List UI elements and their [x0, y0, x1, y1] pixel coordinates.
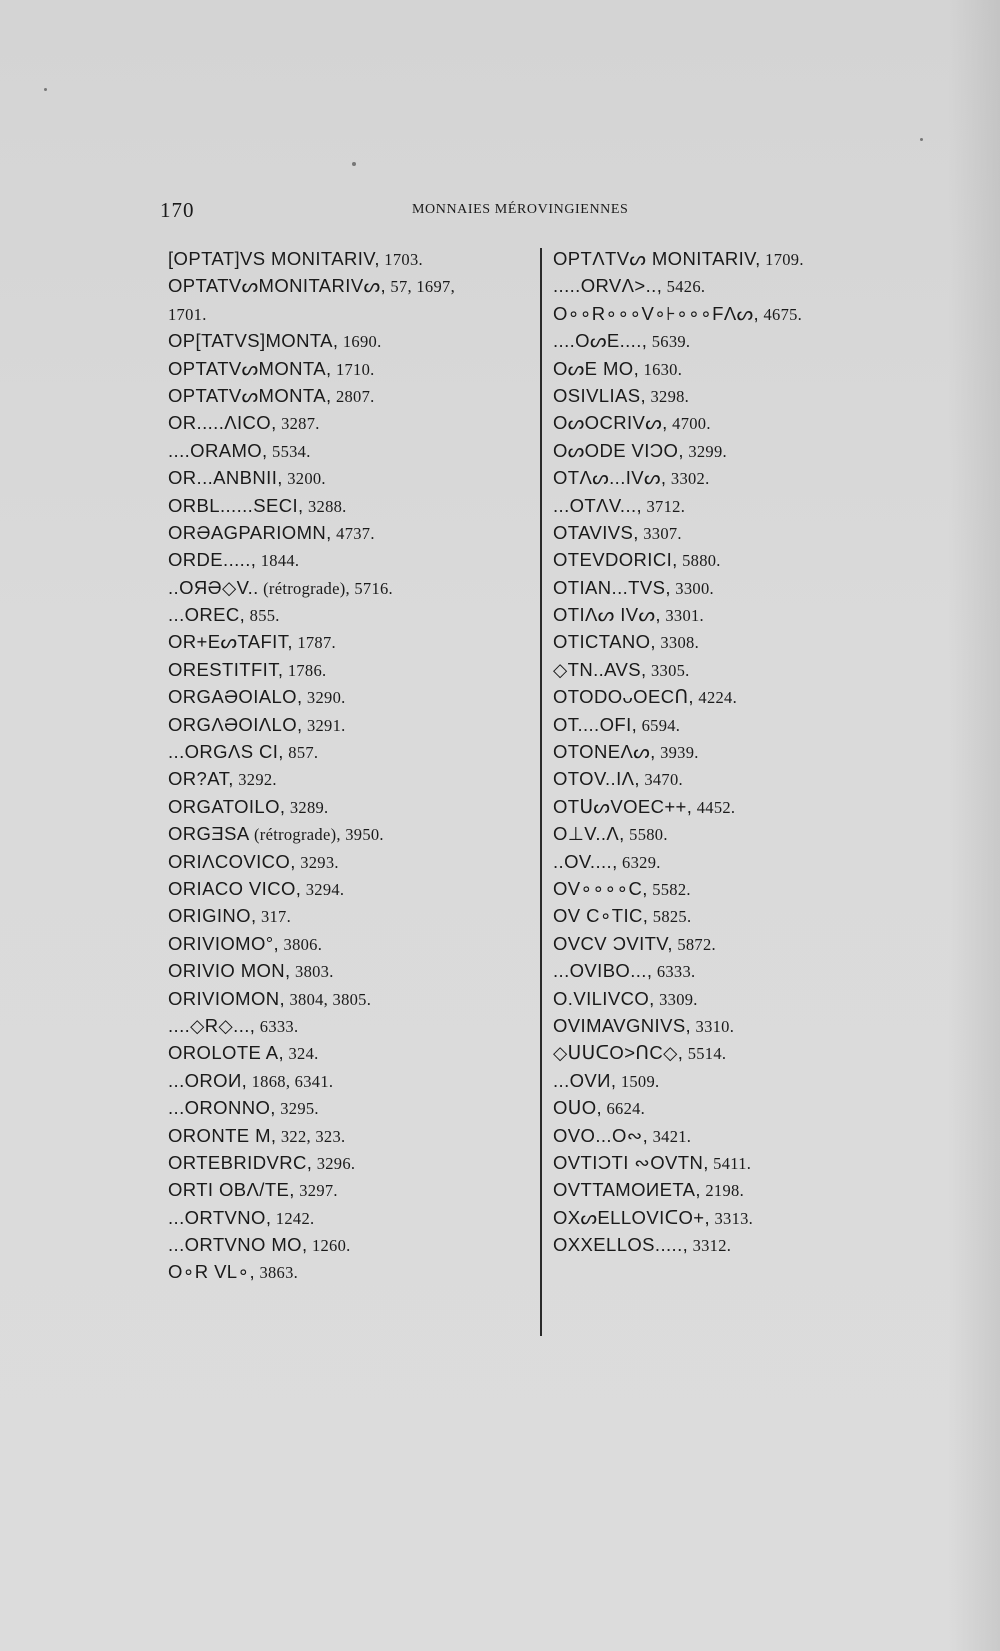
coin-reference-numbers: 322, 323.	[276, 1126, 346, 1146]
index-entry	[168, 355, 533, 382]
index-entry	[168, 1176, 533, 1203]
coin-reference-numbers: 3309.	[654, 989, 698, 1009]
coin-reference-numbers: 3289.	[285, 797, 329, 817]
index-entry	[168, 957, 533, 984]
column-divider	[540, 248, 542, 1336]
index-entry	[168, 464, 533, 491]
coin-legend: OVO...O∾,	[553, 1124, 649, 1146]
index-entry	[168, 985, 533, 1012]
coin-legend: OTAVIVS,	[553, 521, 639, 543]
coin-legend: ....OᔕE....,	[553, 330, 648, 352]
index-entry	[553, 875, 883, 902]
index-entry	[168, 1039, 533, 1066]
coin-reference-numbers: 1710.	[331, 359, 375, 379]
coin-legend: ORTEBRIDVRC,	[168, 1151, 313, 1173]
coin-legend: OTᑌᔕVOEC++,	[553, 795, 693, 817]
coin-reference-numbers: 3293.	[295, 852, 339, 872]
coin-legend: OR?AT,	[168, 768, 234, 790]
coin-legend: OPTATVᔕMONTA,	[168, 357, 332, 379]
coin-legend: O.VILIVCO,	[553, 987, 655, 1009]
index-entry	[168, 1149, 533, 1176]
index-entry	[168, 738, 533, 765]
coin-reference-numbers: 2198.	[700, 1181, 745, 1201]
coin-legend: OTODOᴗOECᑎ,	[553, 686, 694, 708]
coin-reference-numbers: 4452.	[692, 797, 736, 817]
coin-legend: ....ORAMO,	[168, 439, 268, 461]
coin-reference-numbers: 3294.	[301, 879, 345, 899]
coin-legend: ORIGINO,	[168, 905, 257, 927]
index-entry	[553, 300, 883, 327]
coin-legend: ..OV....,	[553, 850, 618, 872]
coin-legend: ORIVIO MON,	[168, 960, 291, 982]
index-entry	[553, 492, 883, 519]
index-entry	[553, 601, 883, 628]
right-column	[553, 245, 883, 1258]
index-entry	[553, 409, 883, 436]
coin-legend: ORIΛCOVICO,	[168, 850, 296, 872]
coin-legend: OV∘∘∘∘C,	[553, 877, 648, 899]
index-entry	[553, 656, 883, 683]
coin-reference-numbers: 1709.	[760, 250, 804, 269]
coin-legend: ORONTE M,	[168, 1124, 277, 1146]
coin-reference-numbers: 3287.	[276, 414, 320, 434]
coin-reference-numbers: 317.	[256, 907, 292, 927]
coin-reference-numbers: 1787.	[292, 633, 336, 653]
coin-legend: ...OROИ,	[168, 1069, 248, 1091]
coin-legend: OTIΛᔕ IVᔕ,	[553, 604, 661, 626]
index-entry	[168, 300, 533, 327]
coin-legend: O∘R VL∘,	[168, 1261, 256, 1283]
coin-legend: OTEVDORICI,	[553, 549, 678, 571]
left-column	[168, 245, 533, 1286]
index-entry	[553, 1094, 883, 1121]
index-entry	[168, 765, 533, 792]
coin-legend: OT....OFI,	[553, 713, 638, 735]
coin-legend: OTICTANO,	[553, 631, 656, 653]
coin-legend: OTIAN...TVS,	[553, 576, 671, 598]
coin-legend: ORGƎSA	[168, 823, 250, 845]
coin-reference-numbers: 1630.	[639, 359, 683, 379]
coin-legend: ....◇R◇...,	[168, 1014, 256, 1036]
coin-reference-numbers: 5825.	[648, 907, 692, 927]
coin-legend: ...ORTVNO MO,	[168, 1234, 308, 1256]
coin-legend: ...ORONNO,	[168, 1097, 276, 1119]
coin-reference-numbers: (rétrograde), 5716.	[258, 578, 393, 598]
coin-legend: ...ORGΛS CI,	[168, 741, 284, 763]
coin-reference-numbers: 5580.	[624, 825, 668, 845]
index-entry	[168, 820, 533, 847]
coin-reference-numbers: 857.	[283, 743, 319, 763]
index-entry	[553, 711, 883, 738]
index-entry	[553, 272, 883, 299]
coin-reference-numbers: 3200.	[282, 469, 326, 489]
coin-reference-numbers: 1786.	[283, 660, 327, 680]
index-entry	[168, 711, 533, 738]
coin-legend: ORƏAGPARIOMN,	[168, 521, 332, 543]
index-entry	[168, 1258, 533, 1285]
coin-reference-numbers: 3712.	[642, 496, 686, 516]
index-entry	[553, 519, 883, 546]
coin-reference-numbers: 3939.	[655, 743, 699, 763]
index-entry	[553, 820, 883, 847]
index-entry	[553, 1067, 883, 1094]
index-entry	[168, 601, 533, 628]
coin-legend: O⊥V..Λ,	[553, 823, 625, 845]
index-entry	[553, 765, 883, 792]
coin-reference-numbers: 3305.	[646, 660, 690, 680]
index-entry	[553, 382, 883, 409]
index-entry	[553, 738, 883, 765]
coin-reference-numbers: 6333.	[652, 962, 696, 982]
coin-reference-numbers: 3803.	[290, 962, 334, 982]
index-entry	[168, 382, 533, 409]
coin-reference-numbers: 3863.	[255, 1263, 299, 1283]
page-shadow	[948, 0, 1000, 1651]
coin-reference-numbers: 3292.	[233, 770, 277, 790]
coin-reference-numbers: 1844.	[256, 551, 300, 571]
ink-speck	[352, 162, 356, 166]
coin-legend: ...OVИ,	[553, 1069, 617, 1091]
coin-reference-numbers: 6333.	[255, 1016, 299, 1036]
index-entry	[553, 327, 883, 354]
coin-legend: OTΛᔕ...IVᔕ,	[553, 467, 667, 489]
coin-legend: ..OЯƏ◇V..	[168, 576, 259, 598]
coin-reference-numbers: 3307.	[638, 523, 682, 543]
index-entry	[553, 1149, 883, 1176]
index-entry	[553, 1122, 883, 1149]
index-entry	[553, 902, 883, 929]
index-entry	[168, 1012, 533, 1039]
index-entry	[168, 272, 533, 299]
coin-reference-numbers: 4675.	[759, 304, 803, 324]
ink-speck	[920, 138, 923, 141]
coin-reference-numbers: 3298.	[646, 386, 690, 406]
coin-reference-numbers: 3296.	[312, 1153, 356, 1173]
coin-reference-numbers: 4700.	[667, 414, 711, 434]
coin-legend: OV C∘TIC,	[553, 905, 649, 927]
coin-reference-numbers: 3300.	[670, 578, 714, 598]
index-entry	[553, 848, 883, 875]
index-entry	[168, 683, 533, 710]
index-entry	[168, 1094, 533, 1121]
index-entry	[553, 793, 883, 820]
index-entry	[168, 628, 533, 655]
coin-legend: OR.....ΛICO,	[168, 412, 277, 434]
index-entry	[168, 656, 533, 683]
coin-reference-numbers: 1242.	[271, 1208, 315, 1228]
coin-reference-numbers: 1260.	[307, 1236, 351, 1256]
ink-speck	[44, 88, 47, 91]
index-entry	[553, 957, 883, 984]
index-entry	[553, 1231, 883, 1258]
coin-reference-numbers: 3295.	[275, 1099, 319, 1119]
coin-reference-numbers: 4737.	[331, 523, 375, 543]
coin-reference-numbers: 3291.	[302, 715, 346, 735]
coin-reference-numbers: 2807.	[331, 386, 375, 406]
coin-reference-numbers: 5514.	[683, 1044, 727, 1064]
coin-legend: ORGΛƏOIΛLO,	[168, 713, 303, 735]
coin-legend: ORBL......SECI,	[168, 494, 304, 516]
coin-legend: OPTATVᔕMONITARIVᔕ,	[168, 275, 386, 297]
index-entry	[553, 985, 883, 1012]
index-entry	[168, 1231, 533, 1258]
coin-legend: OXᔕELLOVIᑕO+,	[553, 1206, 711, 1228]
index-entry	[168, 492, 533, 519]
coin-legend: OR+EᔕTAFIT,	[168, 631, 293, 653]
coin-legend: ORDE.....,	[168, 549, 257, 571]
coin-reference-numbers: 855.	[245, 606, 280, 626]
index-entry	[168, 848, 533, 875]
index-entry	[168, 902, 533, 929]
coin-reference-numbers: 5639.	[647, 332, 691, 352]
index-entry	[168, 793, 533, 820]
coin-legend: OVCV ƆVITV,	[553, 932, 673, 954]
coin-reference-numbers: 3806.	[279, 934, 323, 954]
coin-reference-numbers: (rétrograde), 3950.	[249, 825, 384, 845]
coin-legend: ◇ᑌᑌᑕO>ᑎC◇,	[553, 1042, 684, 1064]
coin-legend: [OPTAT]VS MONITARIV,	[168, 248, 380, 269]
index-entry	[168, 1122, 533, 1149]
index-entry	[553, 1012, 883, 1039]
coin-legend: OᔕE MO,	[553, 357, 640, 379]
index-entry	[168, 875, 533, 902]
index-entry	[553, 546, 883, 573]
coin-reference-numbers: 5880.	[677, 551, 721, 571]
coin-reference-numbers: 3312.	[688, 1236, 732, 1256]
coin-legend: ORIACO VICO,	[168, 877, 302, 899]
coin-reference-numbers: 3290.	[302, 688, 346, 708]
coin-legend: OᔕOCRIVᔕ,	[553, 412, 668, 434]
coin-legend: ORTI OBΛ/TE,	[168, 1179, 295, 1201]
index-entry	[168, 930, 533, 957]
coin-legend: ORESTITFIT,	[168, 658, 284, 680]
coin-legend: OVIMAVGNIVS,	[553, 1014, 692, 1036]
index-entry	[168, 546, 533, 573]
coin-reference-numbers: 1703.	[379, 250, 423, 269]
index-entry	[553, 1176, 883, 1203]
coin-legend: .....ORVΛ>..,	[553, 275, 663, 297]
index-entry	[553, 437, 883, 464]
coin-reference-numbers: 3804, 3805.	[285, 989, 372, 1009]
coin-reference-numbers: 324.	[284, 1044, 319, 1064]
coin-legend: OVTIƆTI ∾OVTN,	[553, 1151, 709, 1173]
coin-legend: OXXELLOS.....,	[553, 1234, 689, 1256]
index-entry	[553, 574, 883, 601]
coin-legend: ...ORTVNO,	[168, 1206, 272, 1228]
index-entry	[553, 245, 883, 272]
coin-legend: OPTΛTVᔕ MONITARIV,	[553, 248, 761, 269]
index-entry	[168, 437, 533, 464]
coin-legend: OᔕODE VIƆO,	[553, 439, 684, 461]
coin-reference-numbers: 5411.	[708, 1153, 752, 1173]
coin-reference-numbers: 3310.	[691, 1016, 735, 1036]
coin-legend: ORIVIOMO°,	[168, 932, 280, 954]
index-entry	[553, 464, 883, 491]
coin-legend: ...OREC,	[168, 604, 246, 626]
coin-legend: OᑌO,	[553, 1097, 603, 1119]
coin-reference-numbers: 3288.	[303, 496, 347, 516]
index-entry	[553, 683, 883, 710]
coin-reference-numbers: 3297.	[294, 1181, 338, 1201]
coin-legend: OSIVLIAS,	[553, 384, 647, 406]
coin-reference-numbers: 5426.	[662, 277, 706, 297]
coin-reference-numbers: 3299.	[683, 441, 727, 461]
coin-reference-numbers: 5534.	[267, 441, 311, 461]
coin-legend: OTONEΛᔕ,	[553, 741, 656, 763]
coin-legend: ◇TN..AVS,	[553, 658, 647, 680]
coin-legend: ORGAƏOIALO,	[168, 686, 303, 708]
coin-legend: OTOV..IΛ,	[553, 768, 640, 790]
coin-legend: ...OVIBO...,	[553, 960, 653, 982]
coin-reference-numbers: 1509.	[616, 1071, 660, 1091]
index-entry	[553, 930, 883, 957]
index-entry	[168, 1204, 533, 1231]
coin-reference-numbers: 1868, 6341.	[247, 1071, 334, 1091]
index-entry	[168, 409, 533, 436]
coin-legend: ...OTΛV...,	[553, 494, 643, 516]
page-header	[160, 198, 840, 228]
coin-legend: OROLOTE A,	[168, 1042, 285, 1064]
coin-legend: O∘∘R∘∘∘V∘⊦∘∘∘FΛᔕ,	[553, 302, 760, 324]
coin-legend: ORGATOILO,	[168, 795, 286, 817]
coin-reference-numbers: 3470.	[639, 770, 683, 790]
index-entry	[553, 628, 883, 655]
index-entry	[553, 1039, 883, 1066]
coin-reference-numbers: 3301.	[660, 606, 704, 626]
coin-legend: OVTTAMOИETA,	[553, 1179, 701, 1201]
coin-reference-numbers: 57, 1697,	[386, 277, 455, 297]
coin-reference-numbers: 3302.	[666, 469, 710, 489]
coin-reference-numbers: 1701.	[168, 304, 207, 324]
index-entry	[168, 519, 533, 546]
index-entry	[168, 245, 533, 272]
coin-reference-numbers: 3308.	[655, 633, 700, 653]
index-entry	[553, 1204, 883, 1231]
coin-legend: ORIVIOMON,	[168, 987, 286, 1009]
running-title: MONNAIES MÉROVINGIENNES	[412, 202, 629, 217]
coin-legend: OPTATVᔕMONTA,	[168, 384, 332, 406]
coin-reference-numbers: 1690.	[338, 332, 382, 352]
coin-reference-numbers: 3421.	[648, 1126, 692, 1146]
index-entry	[168, 1067, 533, 1094]
coin-reference-numbers: 6329.	[617, 852, 661, 872]
coin-reference-numbers: 5872.	[672, 934, 716, 954]
coin-reference-numbers: 6624.	[602, 1099, 646, 1119]
coin-reference-numbers: 4224.	[693, 688, 738, 708]
coin-reference-numbers: 3313.	[710, 1208, 754, 1228]
index-entry	[168, 574, 533, 601]
coin-reference-numbers: 5582.	[647, 879, 691, 899]
coin-legend: OR...ANBNII,	[168, 467, 283, 489]
page-number: 170	[160, 198, 195, 222]
coin-legend: OP[TATVS]MONTA,	[168, 330, 339, 352]
index-entry	[553, 355, 883, 382]
coin-reference-numbers: 6594.	[637, 715, 681, 735]
index-entry	[168, 327, 533, 354]
